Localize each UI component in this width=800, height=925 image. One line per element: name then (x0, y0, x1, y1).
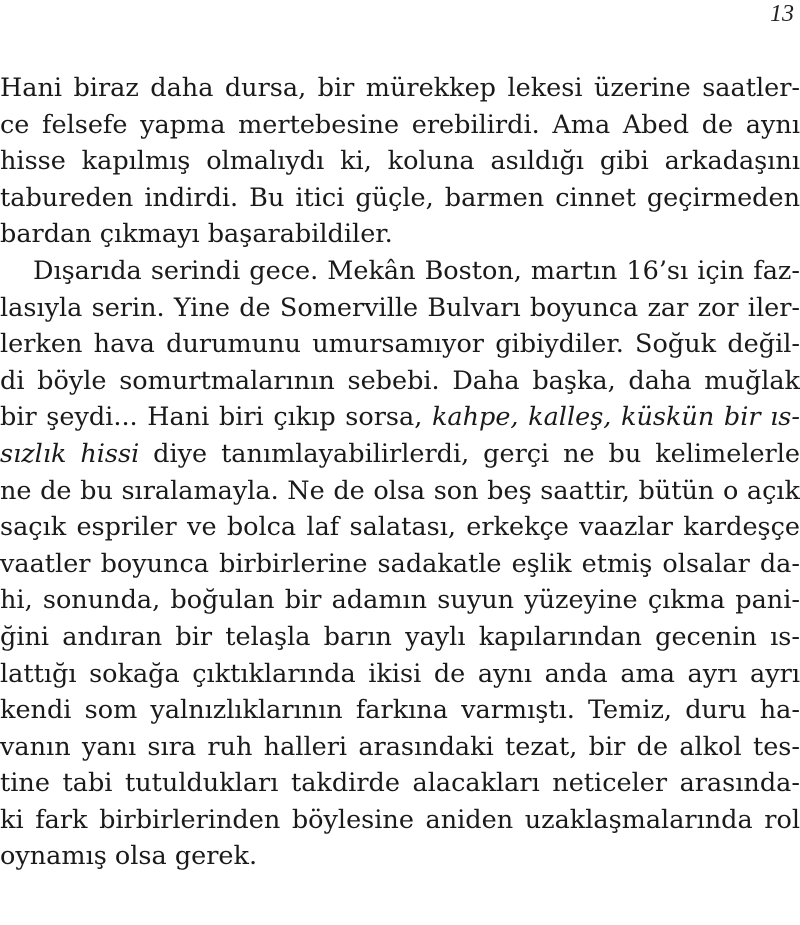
text-line: ne de bu sıralamayla. Ne de olsa son beş saattir, bütün o açık (0, 475, 800, 506)
text-line: Hani biraz daha dursa, bir mürekkep lekesi üzerine saatler- (0, 73, 800, 103)
text-line: bardan çıkmayı başarabildiler. (0, 219, 393, 250)
text-line: lerken hava durumunu umursamıyor gibiydiler. Soğuk değil- (0, 329, 800, 360)
italic-text: sızlık hissi (0, 438, 140, 469)
text-run: diye tanımlayabilirlerdi, gerçi ne bu kelimelerle (139, 438, 800, 469)
text-line: vaatler boyunca birbirlerine sadakatle eşlik etmiş olsalar da- (0, 548, 800, 579)
text-line: ce felsefe yapma mertebesine erebilirdi. Ama Abed de aynı (0, 109, 800, 140)
text-line (0, 399, 800, 436)
italic-text: kahpe, kalleş, küskün bir ıs- (431, 402, 800, 433)
text-line: saçık espriler ve bolca laf salatası, erkekçe vaazlar kardeşçe (0, 512, 800, 543)
text-line: oynamış olsa gerek. (0, 841, 258, 872)
text-line: Dışarıda serindi gece. Mekân Boston, martın 16’sı için faz- (33, 255, 800, 286)
text-line: kendi som yalnızlıklarının farkına varmıştı. Temiz, duru ha- (0, 695, 800, 726)
text-line: lattığı sokağa çıktıklarında ikisi de aynı anda ama ayrı ayrı (0, 658, 800, 689)
text-run: bir şeydi... Hani biri çıkıp sorsa, (0, 402, 432, 433)
text-line: tabureden indirdi. Bu itici güçle, barmen cinnet geçirmeden (0, 182, 800, 213)
text-line: lasıyla serin. Yine de Somerville Bulvarı boyunca zar zor iler- (0, 292, 800, 323)
text-line: ki fark birbirlerinden böylesine aniden uzaklaşmalarında rol (0, 804, 800, 835)
text-line: vanın yanı sıra ruh halleri arasındaki tezat, bir de alkol tes- (0, 731, 800, 762)
text-line: hi, sonunda, boğulan bir adamın suyun yüzeyine çıkma pani- (0, 585, 800, 616)
text-line: hisse kapılmış olmalıydı ki, koluna asıldığı gibi arkadaşını (0, 146, 800, 177)
text-line (0, 436, 800, 473)
body-text (0, 70, 800, 875)
text-line: tine tabi tutuldukları takdirde alacakları neticeler arasında- (0, 768, 800, 799)
text-line: ğini andıran bir telaşla barın yaylı kapılarından gecenin ıs- (0, 621, 800, 652)
text-line: di böyle somurtmalarının sebebi. Daha başka, daha muğlak (0, 365, 800, 396)
page-number: 13 (770, 1, 794, 27)
